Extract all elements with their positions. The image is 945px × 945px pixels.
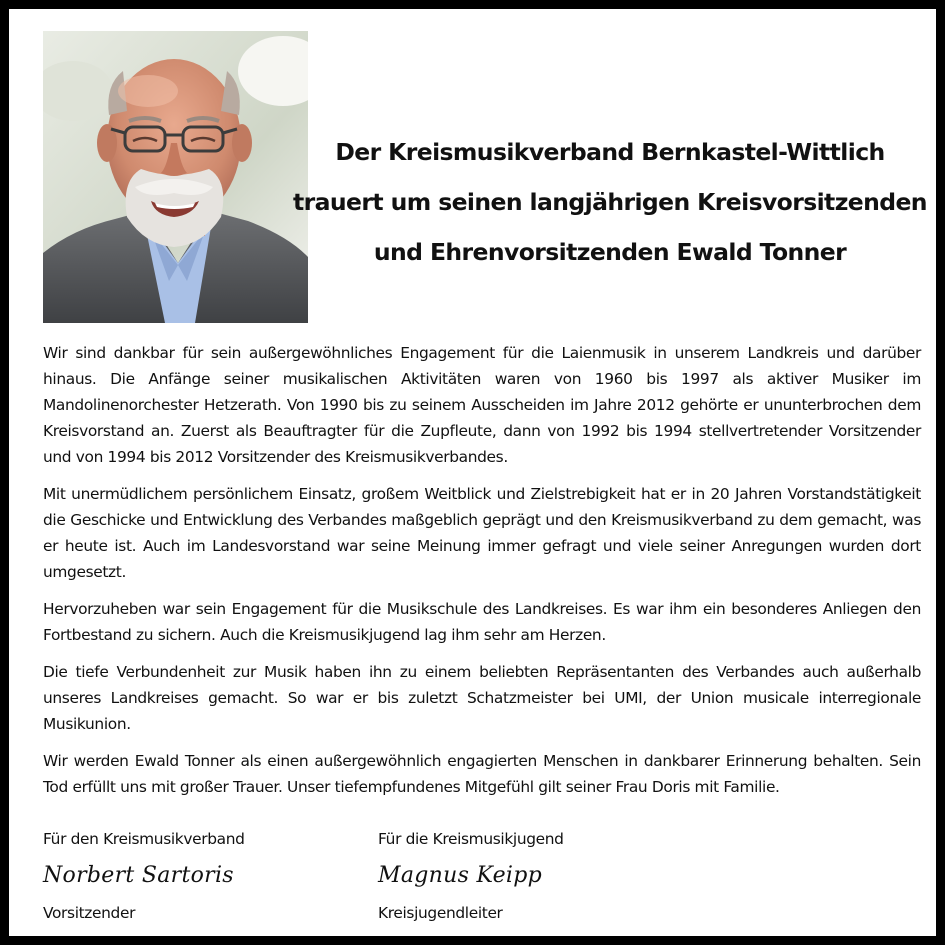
signature-name: Magnus Keipp bbox=[378, 863, 543, 888]
paragraph-music-school: Hervorzuheben war sein Engagement für die Musikschule des Landkreises. Es war ihm ein besonderes Anliegen den Fortbestand zu sichern. Auch die Kreismusikjugend lag ihm sehr am Herzen. bbox=[43, 600, 921, 644]
headline-line-3: und Ehrenvorsitzenden Ewald Tonner bbox=[373, 238, 847, 266]
headline-line-2: trauert um seinen langjährigen Kreisvorsitzenden bbox=[293, 188, 927, 216]
signature-block bbox=[43, 830, 923, 930]
paragraph-condolence: Wir werden Ewald Tonner als einen außergewöhnlich engagierten Menschen in dankbarer Erinnerung behalten. Sein Tod erfüllt uns mit großer Trauer. Unser tiefempfundenes Mitgefühl gilt seiner Frau Doris mit Familie. bbox=[43, 752, 921, 796]
headline-line-1: Der Kreismusikverband Bernkastel-Wittlich bbox=[335, 138, 885, 166]
signature-label: Für die Kreismusikjugend bbox=[378, 830, 564, 848]
signature-name: Norbert Sartoris bbox=[43, 863, 234, 888]
paragraph-engagement: Wir sind dankbar für sein außergewöhnliches Engagement für die Laienmusik in unserem Landkreis und darüber hinaus. Die Anfänge seiner musikalischen Aktivitäten waren von 1960 bis 1997 als aktiver Musiker im Mandolinenorchester Hetzerath. Von 1990 bis zu seinem Ausscheiden im Jahre 2012 gehörte er ununterbrochen dem Kreisvorstand an. Zuerst als Beauftragter für die Zupfleute, dann von 1992 bis 1994 stellvertretender Vorsitzender und von 1994 bis 2012 Vorsitzender des Kreismusikverbandes. bbox=[43, 344, 921, 466]
headline bbox=[292, 127, 928, 277]
portrait-photo bbox=[43, 31, 308, 323]
paragraph-leadership: Mit unermüdlichem persönlichem Einsatz, großem Weitblick und Zielstrebigkeit hat er in 20 Jahren Vorstandstätigkeit die Geschicke und Entwicklung des Verbandes maßgeblich geprägt und den Kreismusikverband zu dem gemacht, was er heute ist. Auch im Landesvorstand war seine Meinung immer gefragt und viele seiner Anregungen wurden dort umgesetzt. bbox=[43, 485, 921, 581]
signature-role: Kreisjugendleiter bbox=[378, 904, 503, 922]
signature-label: Für den Kreismusikverband bbox=[43, 830, 245, 848]
portrait-illustration bbox=[43, 31, 308, 323]
obituary-body bbox=[43, 340, 921, 811]
signature-role: Vorsitzender bbox=[43, 904, 136, 922]
paragraph-umi: Die tiefe Verbundenheit zur Musik haben ihn zu einem beliebten Repräsentanten des Verbandes auch außerhalb unseres Landkreises gemacht. So war er bis zuletzt Schatzmeister bei UMI, der Union musicale interregionale Musikunion. bbox=[43, 663, 921, 733]
